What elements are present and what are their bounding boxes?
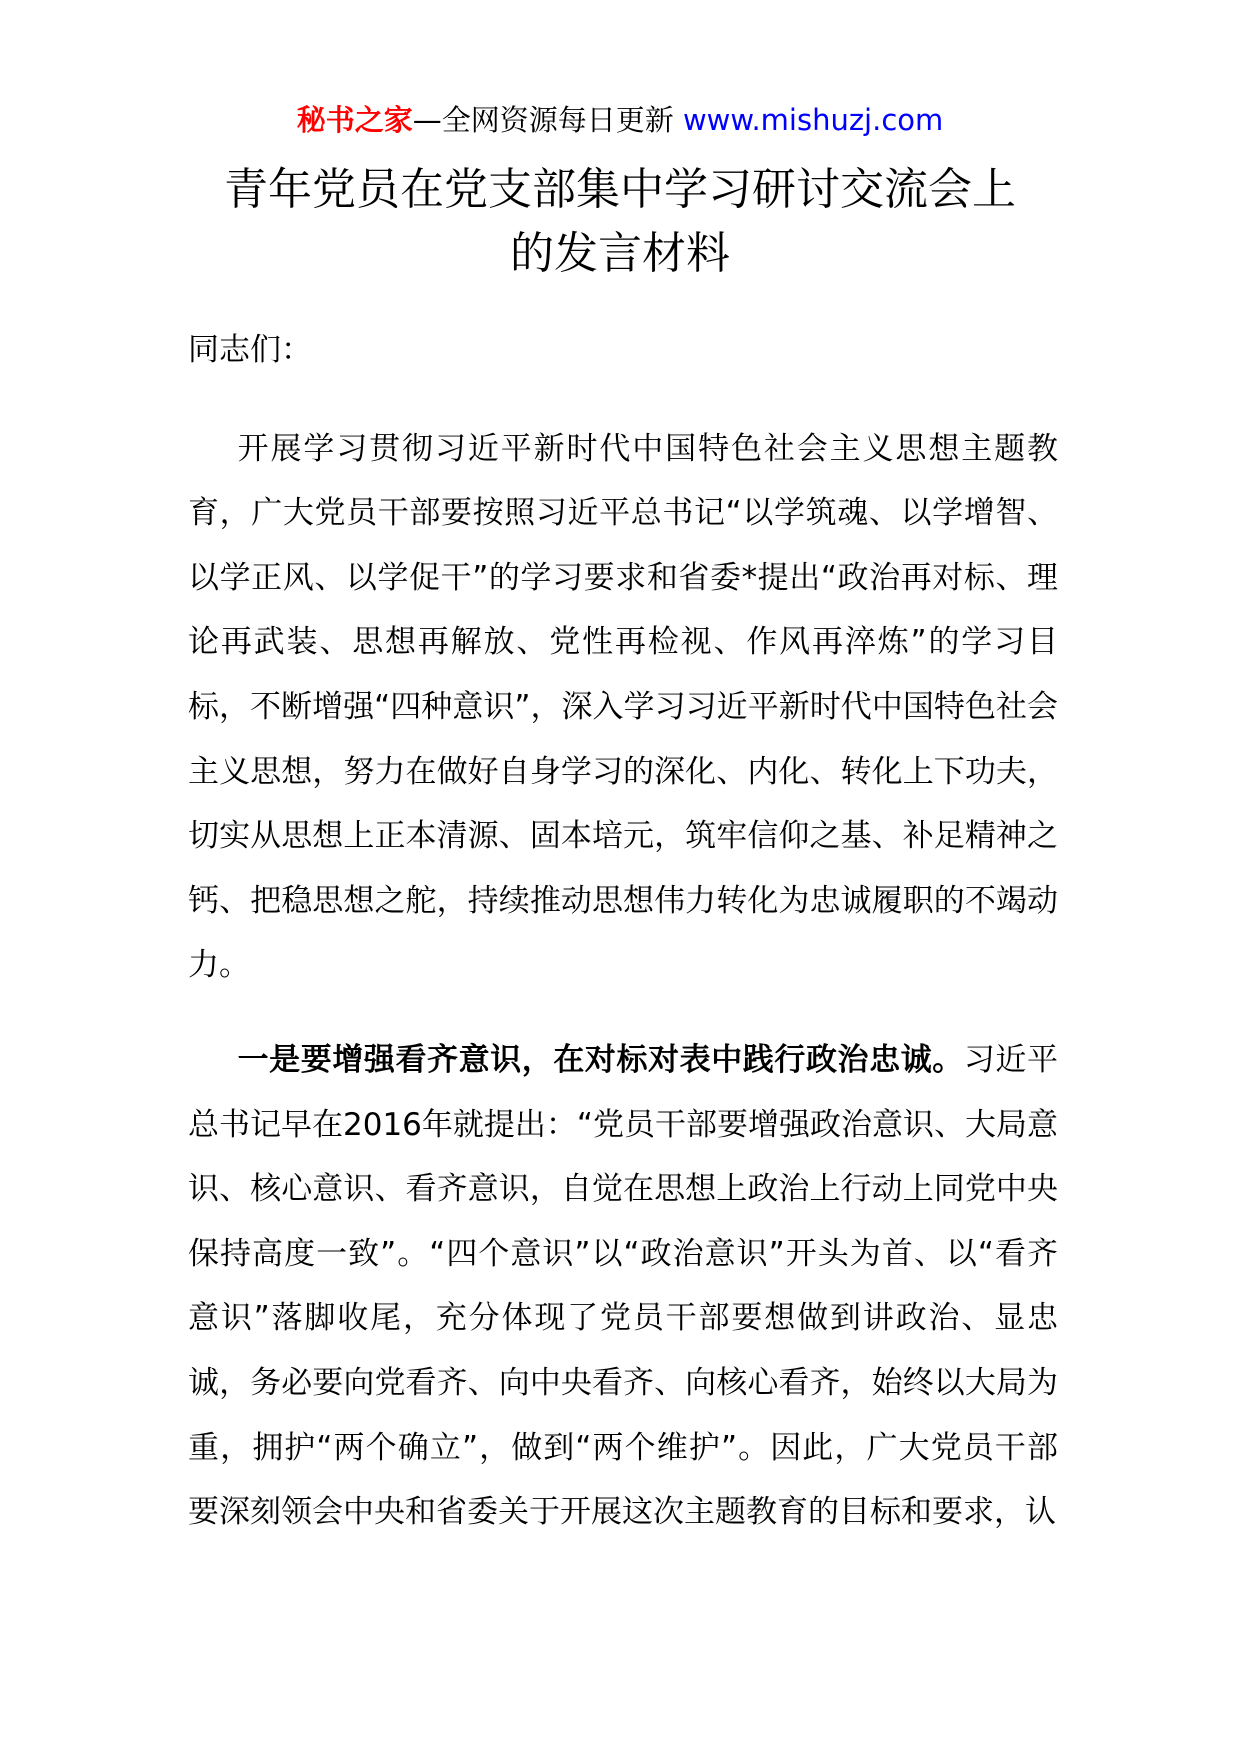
site-url-link[interactable]: www.mishuzj.com bbox=[682, 103, 944, 137]
document-title bbox=[160, 158, 1080, 286]
header-tagline: —全网资源每日更新 bbox=[412, 103, 674, 137]
document-body bbox=[188, 318, 1058, 1545]
title-line-2: 的发言材料 bbox=[510, 228, 730, 279]
paragraph-2-lead: 一是要增强看齐意识，在对标对表中践行政治忠诚。 bbox=[237, 1041, 964, 1078]
paragraph-2 bbox=[188, 1028, 1058, 1545]
paragraph-2-body: 习近平总书记早在2016年就提出：“党员干部要增强政治意识、大局意识、核心意识、看齐意识，自觉在思想上政治上行动上同党中央保持高度一致”。“四个意识”以“政治意识”开头为首、以“看齐意识”落脚收尾，充分体现了党员干部要想做到讲政治、显忠诚，务必要向党看齐、向中央看齐、向核心看齐，始终以大局为重，拥护“两个确立”，做到“两个维护”。因此，广大党员干部要深刻领会中央和省委关于开展这次主题教育的目标和要求，认 bbox=[188, 1041, 1059, 1531]
brand-name: 秘书之家 bbox=[296, 103, 413, 137]
site-header bbox=[0, 100, 1240, 140]
title-line-1: 青年党员在党支部集中学习研讨交流会上 bbox=[224, 164, 1016, 215]
paragraph-1: 开展学习贯彻习近平新时代中国特色社会主义思想主题教育，广大党员干部要按照习近平总书记“以学筑魂、以学增智、以学正风、以学促干”的学习要求和省委*提出“政治再对标、理论再武装、思想再解放、党性再检视、作风再淬炼”的学习目标，不断增强“四种意识”，深入学习习近平新时代中国特色社会主义思想，努力在做好自身学习的深化、内化、转化上下功夫，切实从思想上正本清源、固本培元，筑牢信仰之基、补足精神之钙、把稳思想之舵，持续推动思想伟力转化为忠诚履职的不竭动力。 bbox=[188, 430, 1058, 984]
salutation: 同志们： bbox=[188, 332, 312, 368]
